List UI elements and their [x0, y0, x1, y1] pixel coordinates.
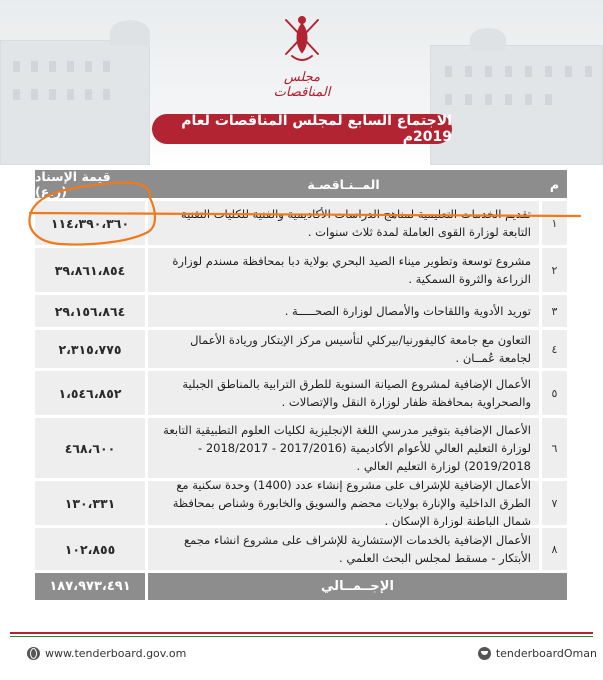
column-header-number: م [549, 176, 560, 192]
row-number: ٨ [542, 528, 567, 570]
table-row [35, 418, 567, 478]
row-number: ٦ [542, 418, 567, 478]
row-number: ٧ [542, 481, 567, 525]
table-row [35, 295, 567, 327]
row-value: ١٣٠،٣٣١ [35, 481, 145, 525]
column-header-tender: المــنـاقصـة [307, 176, 380, 192]
social-handle: tenderboardOman [495, 646, 597, 660]
row-description: تقديم الخدمات التعليمية لمناهج الدراسات الأكاديمية والفنية للكليات التقنية التابعة لوزارة القوى العاملة لمدة ثلاث سنوات . [180, 207, 531, 239]
total-label: الإجــمــالي [148, 573, 567, 600]
row-number: ٣ [542, 295, 567, 327]
table-row [35, 248, 567, 292]
total-value: ١٨٧،٩٧٣،٤٩١ [35, 573, 145, 600]
row-number: ٢ [542, 248, 567, 292]
row-value: ٤٦٨،٦٠٠ [35, 418, 145, 478]
footer-social[interactable] [473, 645, 597, 661]
footer-divider-secondary [10, 636, 593, 637]
row-description: الأعمال الإضافية بتوفير مدرسي اللغة الإنجليزية لكليات العلوم التطبيقية التابعة لوزارة التعليم العالي للأعوام الأكاديمية (2017/2016 - 2018/2017 - 2019/2018) لوزارة التعليم العالي . [163, 423, 531, 473]
row-value: ٢،٣١٥،٧٧٥ [35, 330, 145, 368]
table-row [35, 528, 567, 570]
page-title: الاجتماع السابع لمجلس المناقصات لعام 2019م [152, 114, 452, 144]
building-left [0, 40, 150, 165]
building-right [430, 45, 603, 165]
website-text: www.tenderboard.gov.om [45, 646, 187, 660]
row-description: الأعمال الإضافية للإشراف على مشروع إنشاء عدد (1400) وحدة سكنية مع الطرق الداخلية والإنارة بولايات محضم والسويق والخابورة وشناص بمحافظة شمال الباطنة لوزارة الإسكان . [172, 478, 531, 528]
row-description: التعاون مع جامعة كاليفورنيا/بيركلي لتأسيس مركز الإبتكار وريادة الأعمال لجامعة عُمــان . [190, 333, 531, 365]
row-description: مشروع توسعة وتطوير ميناء الصيد البحري بولاية دبا بمحافظة مسندم لوزارة الزراعة والثروة السمكية . [172, 254, 531, 286]
table-row [35, 201, 567, 245]
footer-divider [10, 632, 593, 634]
row-value: ١٠٢،٨٥٥ [35, 528, 145, 570]
table-row [35, 371, 567, 415]
table-row [35, 330, 567, 368]
table-header [35, 170, 567, 198]
footer-website[interactable] [22, 645, 186, 661]
row-value: ٢٩،١٥٦،٨٦٤ [35, 295, 145, 327]
khanjar-emblem-icon [278, 14, 326, 66]
row-number: ٥ [542, 371, 567, 415]
row-value: ١١٤،٣٩٠،٣٦٠ [35, 201, 145, 245]
row-number: ٤ [542, 330, 567, 368]
row-description: الأعمال الإضافية بالخدمات الإستشارية للإشراف على مشروع انشاء مجمع الأبتكار - مسقط لمجلس البحث العلمي . [183, 533, 531, 565]
globe-icon [27, 647, 40, 660]
twitter-icon [478, 647, 491, 660]
table-row [35, 478, 567, 528]
table-total-row [35, 573, 567, 600]
logo-text: مجلس المناقصات [273, 70, 331, 100]
row-value: ٣٩،٨٦١،٨٥٤ [35, 248, 145, 292]
row-number: ١ [542, 201, 567, 245]
row-value: ١،٥٤٦،٨٥٢ [35, 371, 145, 415]
column-header-value: قيمة الإسناد (ر.ع) [35, 169, 111, 199]
row-description: توريد الأدوية واللقاحات والأمصال لوزارة الصحـــــة . [284, 304, 531, 318]
row-description: الأعمال الإضافية لمشروع الصيانة السنوية للطرق الترابية بالمناطق الجبلية والصحراوية بمحافظة ظفار لوزارة النقل والإتصالات . [182, 377, 531, 409]
